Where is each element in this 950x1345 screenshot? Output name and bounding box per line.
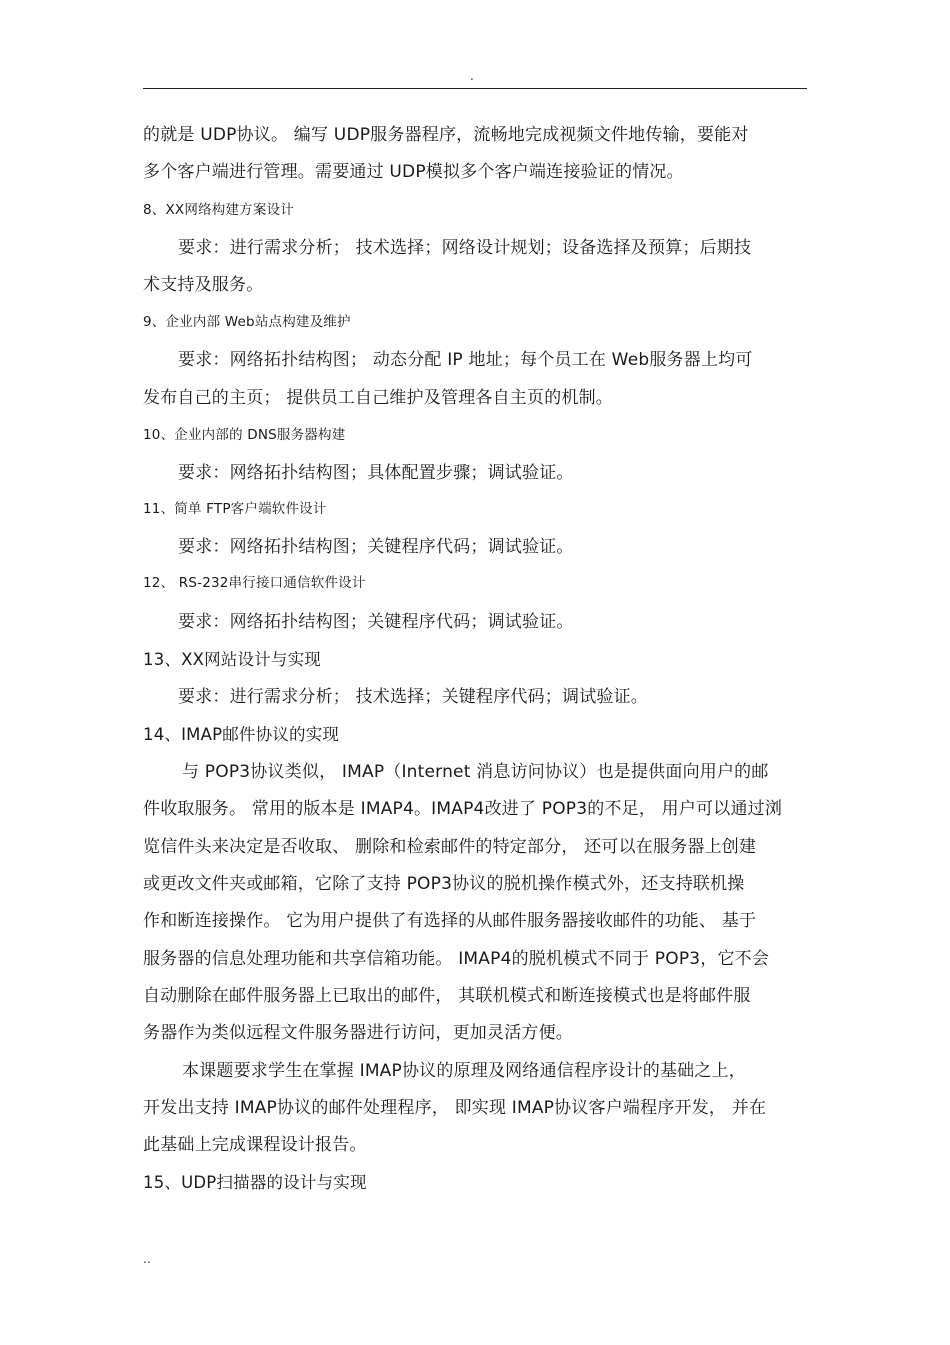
- paragraph-line: 要求：进行需求分析； 技术选择；网络设计规划；设备选择及预算；后期技: [178, 238, 752, 258]
- paragraph-line: 与 POP3协议类似， IMAP（Internet 消息访问协议）也是提供面向用户的邮: [182, 762, 769, 782]
- paragraph-line: 务器作为类似远程文件服务器进行访问，更加灵活方便。: [143, 1023, 573, 1043]
- paragraph-line: 要求：网络拓扑结构图；关键程序代码；调试验证。: [178, 612, 574, 632]
- paragraph-line: 览信件头来决定是否收取、 删除和检索邮件的特定部分， 还可以在服务器上创建: [143, 837, 757, 857]
- section-heading: 10、企业内部的 DNS服务器构建: [143, 427, 346, 443]
- paragraph-line: 本课题要求学生在掌握 IMAP协议的原理及网络通信程序设计的基础之上，: [182, 1061, 746, 1081]
- paragraph-line: 要求：网络拓扑结构图； 动态分配 IP 地址；每个员工在 Web服务器上均可: [178, 350, 753, 370]
- paragraph-line: 服务器的信息处理功能和共享信箱功能。 IMAP4的脱机模式不同于 POP3，它不会: [143, 949, 770, 969]
- paragraph-line: 发布自己的主页； 提供员工自己维护及管理各自主页的机制。: [143, 388, 614, 408]
- paragraph-line: 或更改文件夹或邮箱，它除了支持 POP3协议的脱机操作模式外，还支持联机操: [143, 874, 745, 894]
- paragraph-line: 多个客户端进行管理。需要通过 UDP模拟多个客户端连接验证的情况。: [143, 162, 684, 182]
- section-heading: 9、企业内部 Web站点构建及维护: [143, 314, 351, 330]
- paragraph-line: 要求：进行需求分析； 技术选择；关键程序代码；调试验证。: [178, 687, 649, 707]
- paragraph-line: 要求：网络拓扑结构图；具体配置步骤；调试验证。: [178, 463, 574, 483]
- section-heading: 14、IMAP邮件协议的实现: [143, 725, 340, 744]
- paragraph-line: 自动删除在邮件服务器上已取出的邮件， 其联机模式和断连接模式也是将邮件服: [143, 986, 751, 1006]
- paragraph-line: 件收取服务。 常用的版本是 IMAP4。IMAP4改进了 POP3的不足， 用户可以通过浏: [143, 799, 783, 819]
- paragraph-line: 开发出支持 IMAP协议的邮件处理程序， 即实现 IMAP协议客户端程序开发， 并在: [143, 1098, 767, 1118]
- section-heading: 12、 RS-232串行接口通信软件设计: [143, 575, 366, 591]
- paragraph-line: 作和断连接操作。 它为用户提供了有选择的从邮件服务器接收邮件的功能、 基于: [143, 911, 757, 931]
- header-rule: [143, 88, 807, 89]
- paragraph-line: 的就是 UDP协议。 编写 UDP服务器程序，流畅地完成视频文件地传输，要能对: [143, 125, 749, 145]
- section-heading: 15、UDP扫描器的设计与实现: [143, 1173, 367, 1192]
- paragraph-line: 术支持及服务。: [143, 275, 264, 295]
- header-mark: .: [470, 69, 474, 83]
- paragraph-line: 此基础上完成课程设计报告。: [143, 1135, 367, 1155]
- section-heading: 11、简单 FTP客户端软件设计: [143, 501, 327, 517]
- section-heading: 13、XX网站设计与实现: [143, 650, 322, 669]
- footer-mark: ..: [143, 1252, 151, 1266]
- paragraph-line: 要求：网络拓扑结构图；关键程序代码；调试验证。: [178, 537, 574, 557]
- section-heading: 8、XX网络构建方案设计: [143, 202, 294, 218]
